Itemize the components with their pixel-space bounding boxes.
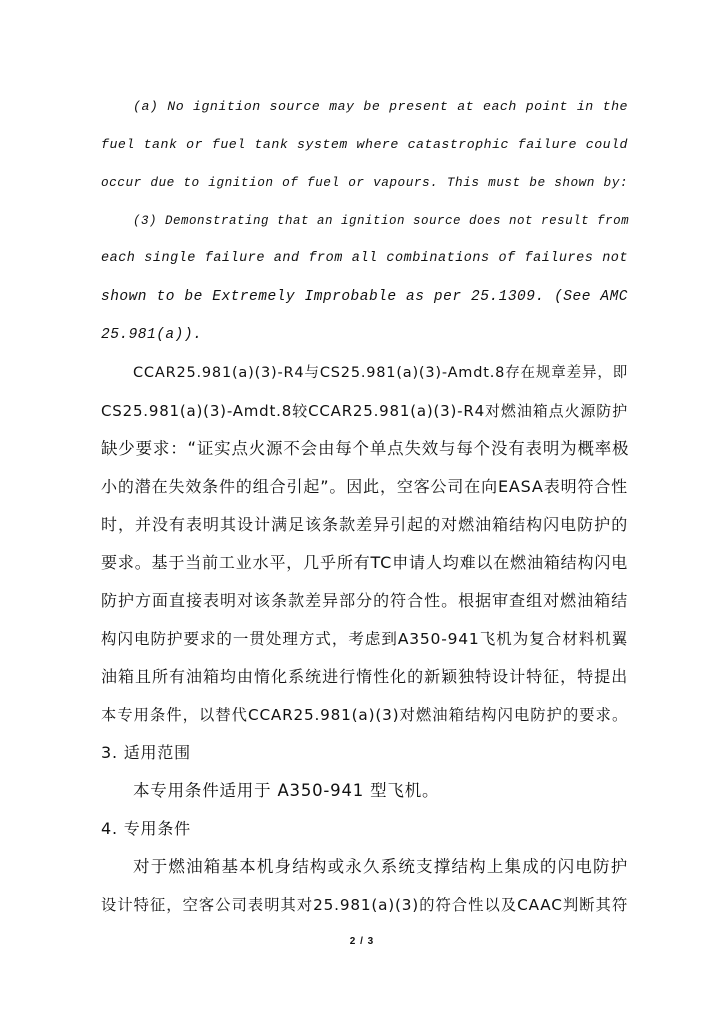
section-3-heading: 3. 适用范围 <box>101 743 191 762</box>
clause-a-line-1: (a) No ignition source may be present at each point in the <box>133 99 628 114</box>
discussion-line-1: CCAR25.981(a)(3)-R4与CS25.981(a)(3)-Amdt.8存在规章差异，即 <box>133 365 628 381</box>
clause-3-line-1: (3) Demonstrating that an ignition source does not result from <box>133 214 630 228</box>
clause-3-line-2: each single failure and from all combinations of failures not <box>101 251 628 266</box>
section-4-heading: 4. 专用条件 <box>101 819 191 838</box>
discussion-line-4: 小的潜在失效条件的组合引起”。因此，空客公司在向EASA表明符合性 <box>101 477 628 496</box>
page-number: 2 / 3 <box>349 936 375 947</box>
discussion-line-7: 防护方面直接表明对该条款差异部分的符合性。根据审查组对燃油箱结 <box>101 591 628 610</box>
clause-3-line-3: shown to be Extremely Improbable as per 25.1309. (See AMC <box>101 289 628 305</box>
discussion-line-10: 本专用条件，以替代CCAR25.981(a)(3)对燃油箱结构闪电防护的要求。 <box>101 706 628 724</box>
discussion-line-2: CS25.981(a)(3)-Amdt.8较CCAR25.981(a)(3)-R4对燃油箱点火源防护 <box>101 402 628 420</box>
section-4-line-2: 设计特征，空客公司表明其对25.981(a)(3)的符合性以及CAAC判断其符 <box>101 896 628 914</box>
discussion-line-8: 构闪电防护要求的一贯处理方式，考虑到A350-941飞机为复合材料机翼 <box>101 630 628 648</box>
clause-a-line-2: fuel tank or fuel tank system where catastrophic failure could <box>101 137 628 152</box>
discussion-line-3: 缺少要求：“证实点火源不会由每个单点失效与每个没有表明为概率极 <box>101 439 630 458</box>
discussion-line-9: 油箱且所有油箱均由惰化系统进行惰性化的新颖独特设计特征，特提出 <box>101 667 628 686</box>
discussion-line-6: 要求。基于当前工业水平，几乎所有TC申请人均难以在燃油箱结构闪电 <box>101 553 628 572</box>
section-4-line-1: 对于燃油箱基本机身结构或永久系统支撑结构上集成的闪电防护 <box>133 857 628 876</box>
section-3-body: 本专用条件适用于 A350-941 型飞机。 <box>133 781 440 800</box>
clause-a-line-3: occur due to ignition of fuel or vapours. This must be shown by: <box>101 175 628 190</box>
discussion-line-5: 时，并没有表明其设计满足该条款差异引起的对燃油箱结构闪电防护的 <box>101 515 628 534</box>
clause-3-line-4: 25.981(a)). <box>101 327 203 343</box>
